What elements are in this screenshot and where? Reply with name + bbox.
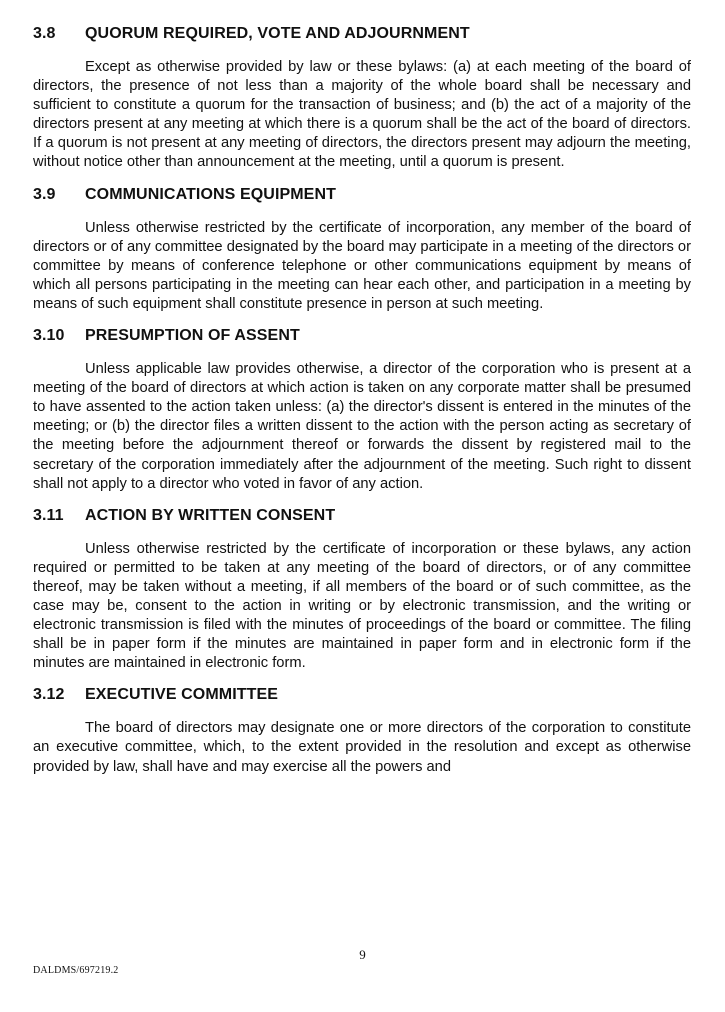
section-body: Except as otherwise provided by law or these bylaws: (a) at each meeting of the board of directors, the presence of not less than a majority of the whole board shall be necessary and sufficient to constitute a quorum for the transaction of business; and (b) the act of a majority of the directors present at any meeting at which there is a quorum shall be the act of the board of directors. If a quorum is not present at any meeting of directors, the directors present may adjourn the meeting, without notice other than announcement at the meeting, until a quorum is present. (33, 59, 691, 171)
document-page (33, 24, 691, 787)
section-heading (33, 326, 691, 346)
section-heading (33, 185, 691, 205)
section-3-12 (33, 685, 691, 776)
section-body: Unless applicable law provides otherwise, a director of the corporation who is present at a meeting of the board of directors at which action is taken on any corporate matter shall be presumed to have assented to the action taken unless: (a) the director's dissent is entered in the minutes of the meeting; or (b) the director files a written dissent to the action with the person acting as secretary of the meeting before the adjournment thereof or forwards the dissent by registered mail to the secretary of the corporation immediately after the adjournment of the meeting. Such right to dissent shall not apply to a director who voted in favor of any action. (33, 361, 691, 492)
section-title: QUORUM REQUIRED, VOTE AND ADJOURNMENT (85, 25, 470, 42)
section-number: 3.8 (33, 25, 56, 42)
section-3-11 (33, 506, 691, 674)
section-number: 3.9 (33, 185, 56, 203)
section-title: EXECUTIVE COMMITTEE (85, 686, 279, 704)
section-number: 3.11 (33, 506, 64, 524)
section-title: ACTION BY WRITTEN CONSENT (85, 506, 336, 524)
section-title: PRESUMPTION OF ASSENT (85, 327, 300, 345)
section-body: The board of directors may designate one or more directors of the corporation to constitute an executive committee, which, to the extent provided in the resolution and except as otherwise provided by law, shall have and may exercise all the powers and (33, 720, 691, 775)
section-body: Unless otherwise restricted by the certificate of incorporation, any member of the board of directors or of any committee designated by the board may participate in a meeting of the directors or committee by means of conference telephone or other communications equipment by means of which all persons participating in the meeting can hear each other, and participation in a meeting by means of such equipment shall constitute presence in person at such meeting. (33, 219, 691, 312)
section-body: Unless otherwise restricted by the certificate of incorporation or these bylaws, any action required or permitted to be taken at any meeting of the board of directors, or of any committee thereof, may be taken without a meeting, if all members of the board or of such committee, as the case may be, consent to the action in writing or by electronic transmission, and the writing or electronic transmission is filed with the minutes of proceedings of the board or committee. The filing shall be in paper form if the minutes are maintained in paper form and in electronic form if the minutes are maintained in electronic form. (33, 540, 691, 672)
section-3-8 (33, 24, 691, 173)
section-number: 3.10 (33, 327, 65, 345)
section-3-10 (33, 326, 691, 494)
page-number: 9 (359, 947, 366, 962)
section-heading (33, 506, 691, 526)
section-title: COMMUNICATIONS EQUIPMENT (85, 185, 336, 203)
document-id: DALDMS/697219.2 (33, 965, 119, 976)
section-heading (33, 24, 691, 44)
section-heading (33, 685, 691, 705)
section-3-9 (33, 185, 691, 314)
section-number: 3.12 (33, 686, 65, 704)
